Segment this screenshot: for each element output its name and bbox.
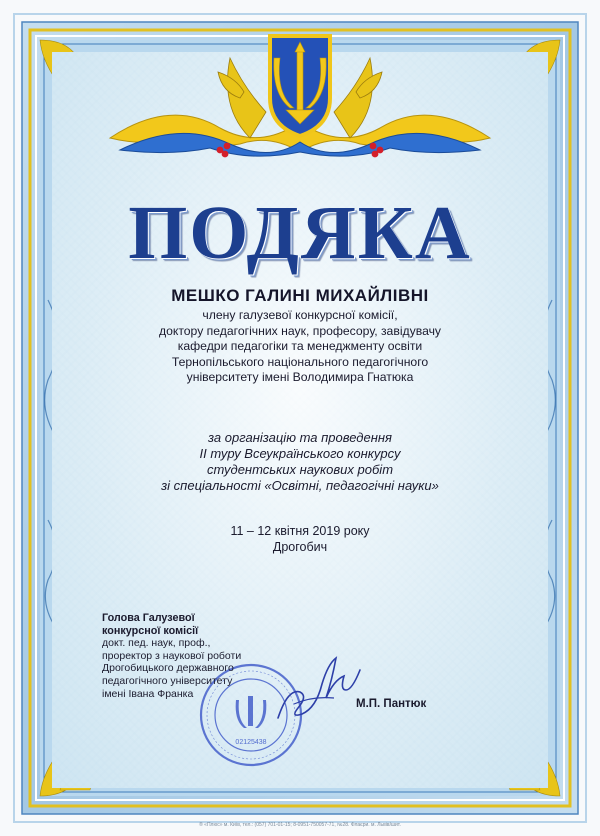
reason-line: зі спеціальності «Освітні, педагогічні науки» <box>161 478 439 493</box>
date-place <box>100 523 500 555</box>
award-reason <box>100 430 500 494</box>
signatory-block <box>102 612 302 700</box>
position-line: Тернопільського національного педагогічного <box>171 354 429 369</box>
signatory-title-line: конкурсної комісії <box>102 624 199 637</box>
recipient-name: МЕШКО ГАЛИНІ МИХАЙЛІВНІ <box>171 286 429 305</box>
position-line: члену галузевої конкурсної комісії, <box>202 308 398 322</box>
signatory-title-line: Голова Галузевої <box>102 612 195 624</box>
signatory-detail-line: проректор з наукової роботи <box>102 649 242 662</box>
event-date: 11 – 12 квітня 2019 року <box>230 524 370 538</box>
trident-emblem <box>100 28 500 168</box>
signatory-detail-line: педагогічного університету <box>102 674 233 687</box>
stamp-code: 02125438 <box>235 739 267 746</box>
signatory-detail-line: Дрогобицького державного <box>102 662 234 675</box>
position-line: університету імені Володимира Гнатюка <box>186 370 414 384</box>
reason-line: за організацію та проведення <box>208 430 392 445</box>
event-city: Дрогобич <box>272 540 328 554</box>
reason-line: студентських наукових робіт <box>206 462 394 477</box>
printer-imprint: ® «Плюс» м. Київ, тел.: (057) 701-01-15; 8-0951-750057-71, №28. Флаєри. м. Львів/шит. <box>199 822 401 828</box>
certificate-title: ПОДЯКА <box>128 191 472 275</box>
reason-line: ІІ туру Всеукраїнського конкурсу <box>199 446 401 461</box>
position-line: кафедри педагогіки та менеджменту освіти <box>177 339 423 353</box>
signatory-detail-line: докт. пед. наук, проф., <box>102 637 211 650</box>
signatory-name: М.П. Пантюк <box>356 698 427 710</box>
recipient-position <box>100 308 500 386</box>
signatory-detail-line: імені Івана Франка <box>102 687 194 700</box>
position-line: доктору педагогічних наук, професору, завідувачу <box>158 323 442 338</box>
